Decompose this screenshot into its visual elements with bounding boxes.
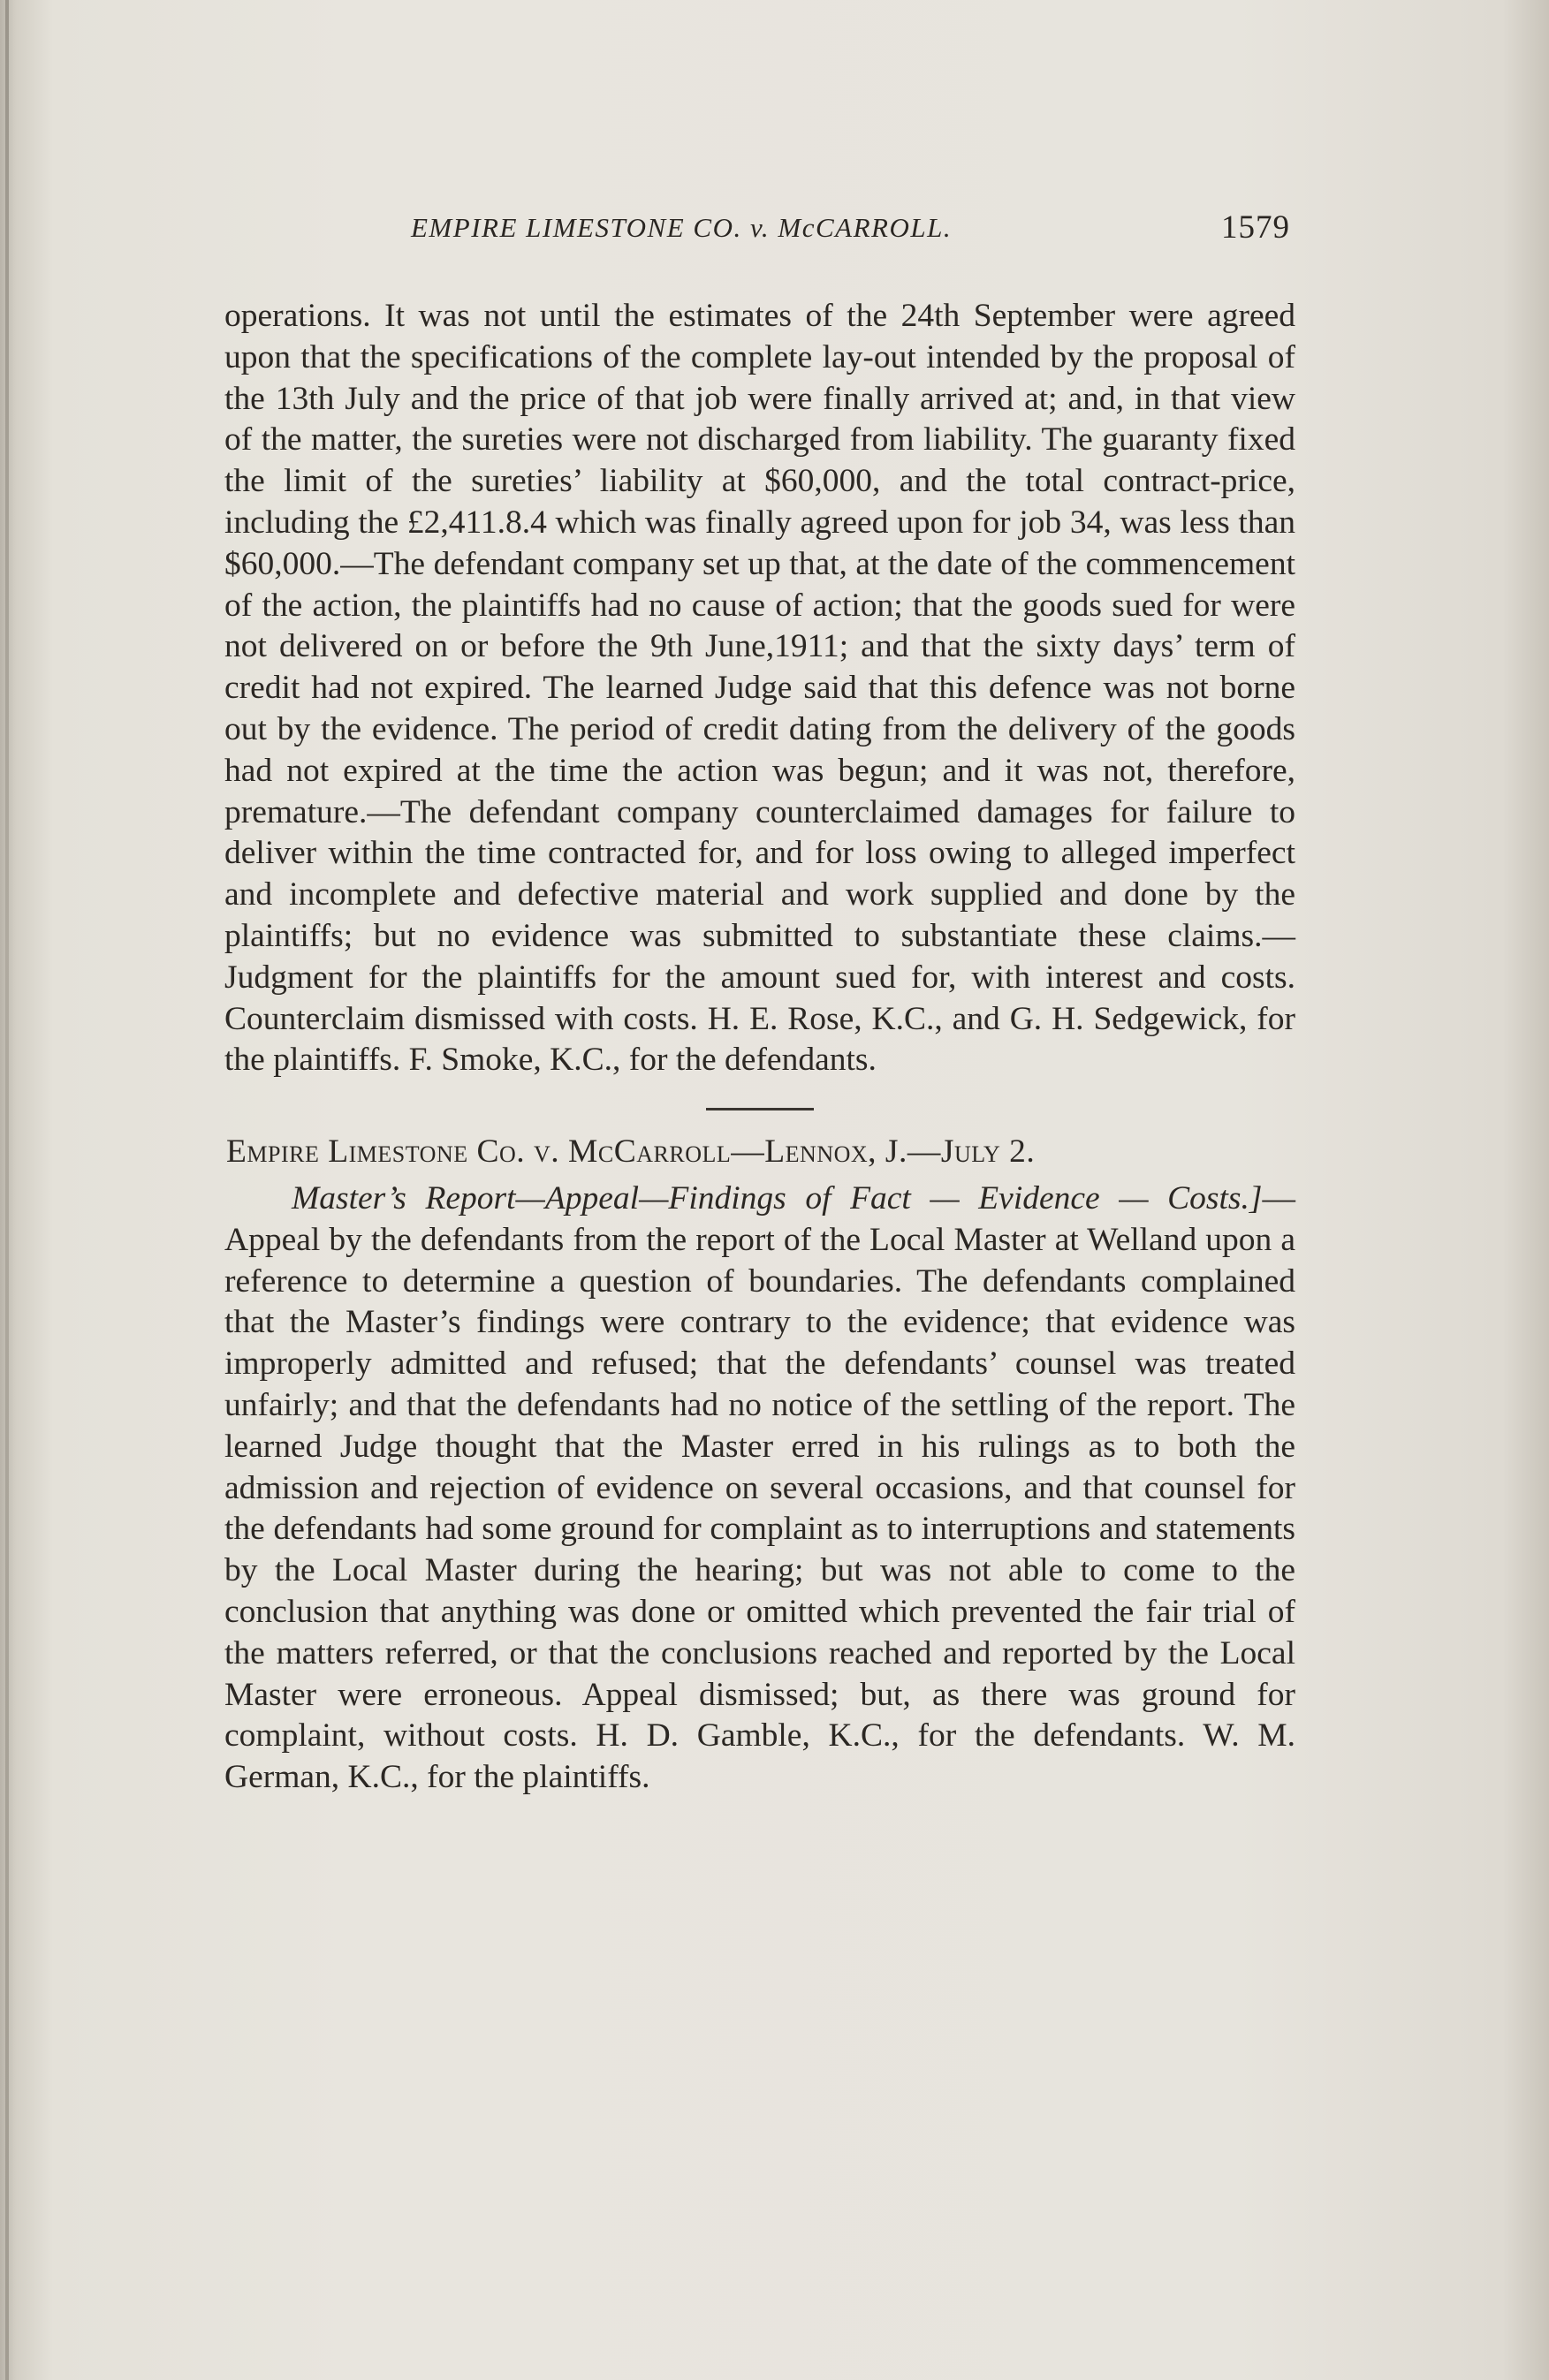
case-heading bbox=[224, 1132, 1295, 1173]
running-head bbox=[221, 209, 1290, 256]
page-number: 1579 bbox=[1221, 209, 1290, 246]
case-judge-date: —Lennox, J.—July 2. bbox=[731, 1133, 1036, 1171]
case-catchwords: Master’s Report—Appeal—Findings of Fact — Evidence — Costs.] bbox=[292, 1179, 1263, 1217]
section-divider bbox=[706, 1108, 814, 1110]
case-text: —Appeal by the defendants from the report of the Local Master at Welland upon a reference to determine a question of boundaries. The defendants complained that the Master’s findings were contrary to the evidence; that evidence was improperly admitted and refused; that the defendants’ counsel was treated unfairly; and that the defendants had no notice of the settling of the report. The learned Judge thought that the Master erred in his rulings as to both the admission and rejection of evidence on several occasions, and that counsel for the defendants had some ground for complaint as to interruptions and statements by the Local Master during the hearing; but was not able to come to the conclusion that anything was done or omitted which prevented the fair trial of the matters referred, or that the conclusions reached and reported by the Local Master were erroneous. Appeal dismissed; but, as there was ground for complaint, without costs. H. D. Gamble, K.C., for the defendants. W. M. German, K.C., for the plaintiffs. bbox=[224, 1179, 1295, 1796]
case-parties: Empire Limestone Co. v. McCarroll bbox=[226, 1133, 732, 1171]
case-paragraph bbox=[224, 1179, 1295, 1799]
continuation-paragraph: operations. It was not until the estimates of the 24th September were agreed upon that the specifications of the complete lay-out intended by the proposal of the 13th July and the price of that job were finally arrived at; and, in that view of the matter, the sureties were not discharged from liability. The guaranty fixed the limit of the sureties’ liability at $60,000, and the total contract-price, including the £2,411.8.4 which was finally agreed upon for job 34, was less than $60,000.—The defendant company set up that, at the date of the commencement of the action, the plaintiffs had no cause of action; that the goods sued for were not delivered on or before the 9th June,1911; and that the sixty days’ term of credit had not expired. The learned Judge said that this defence was not borne out by the evidence. The period of credit dating from the delivery of the goods had not expired at the time the action was begun; and it was not, therefore, premature.—The defendant company counterclaimed damages for failure to deliver within the time contracted for, and for loss owing to alleged imperfect and incomplete and defective material and work supplied and done by the plaintiffs; but no evidence was submitted to substantiate these claims.—Judgment for the plaintiffs for the amount sued for, with interest and costs. Counterclaim dismissed with costs. H. E. Rose, K.C., and G. H. Sedgewick, for the plaintiffs. F. Smoke, K.C., for the defendants. bbox=[224, 298, 1295, 1079]
running-head-title: EMPIRE LIMESTONE CO. v. McCARROLL. bbox=[411, 212, 953, 243]
page-body bbox=[224, 296, 1295, 1799]
binding-edge bbox=[5, 0, 9, 2380]
